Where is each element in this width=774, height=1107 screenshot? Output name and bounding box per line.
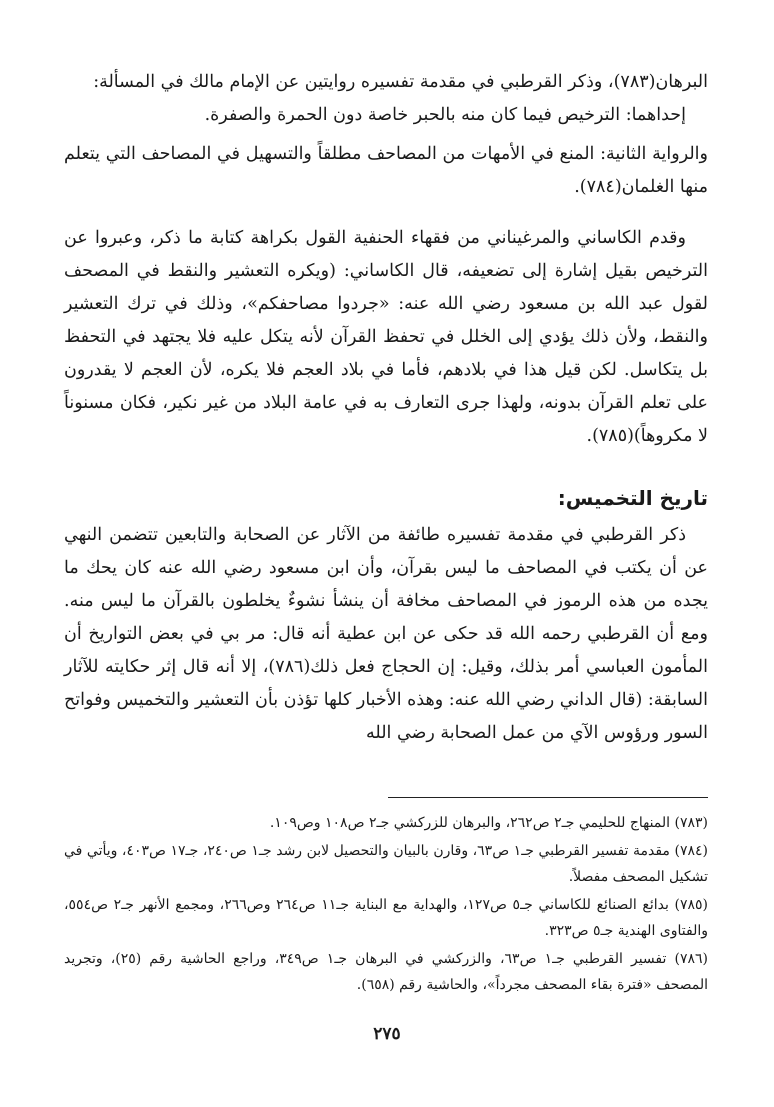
footnote-separator — [388, 797, 708, 798]
paragraph-1: البرهان(٧٨٣)، وذكر القرطبي في مقدمة تفسيره روايتين عن الإمام مالك في المسألة: — [93, 72, 708, 92]
paragraph-5: ذكر القرطبي في مقدمة تفسيره طائفة من الآثار عن الصحابة والتابعين تتضمن النهي عن أن يكتب في المصاحف ما ليس بقرآن، وأن ابن مسعود رضي الله عنه كان يحك ما يجده من هذه الرموز في المصاحف مخافة أن ينشأ نشوءٌ يخلطون بالقرآن ما ليس منه. ومع أن القرطبي رحمه الله قد حكى عن ابن عطية أنه قال: مر بي في بعض التواريخ أن المأمون العباسي أمر بذلك، وقيل: إن الحجاج فعل ذلك(٧٨٦)، إلا أنه قال إثر حكايته للآثار السابقة: (قال الداني رضي الله عنه: وهذه الأخبار كلها تؤذن بأن التعشير والتخميس وفواتح السور ورؤوس الآي من عمل الصحابة رضي الله — [64, 525, 708, 743]
main-text — [64, 66, 708, 750]
paragraph-3: والرواية الثانية: المنع في الأمهات من المصاحف مطلقاً والتسهيل في المصاحف التي يتعلم منها الغلمان(٧٨٤). — [64, 144, 708, 197]
page-number: ٢٧٥ — [373, 1024, 401, 1044]
footnote-785: (٧٨٥) بدائع الصنائع للكاساني جـ٥ ص١٢٧، والهداية مع البناية جـ١١ ص٢٦٤ وص٢٦٦، ومجمع الأنهر جـ٢ ص٥٥٤، والفتاوى الهندية جـ٥ ص٣٢٣. — [64, 897, 708, 939]
paragraph-4: وقدم الكاساني والمرغيناني من فقهاء الحنفية القول بكراهة كتابة ما ذكر، وعبروا عن الترخيص بقيل إشارة إلى تضعيفه، قال الكاساني: (ويكره التعشير والنقط في المصحف لقول عبد الله بن مسعود رضي الله عنه: «جردوا مصاحفكم»، وذلك في ترك التعشير والنقط، ولأن ذلك يؤدي إلى الخلل في تحفظ القرآن لأنه يتكل عليه فلا يجتهد في التحفظ بل يتكاسل. لكن قيل هذا في بلادهم، فأما في بلاد العجم فلا يكره، لأن العجم لا يقدرون على تعلم القرآن بدونه، ولهذا جرى التعارف به في عامة البلاد من غير نكير، فكان مسنوناً لا مكروهاً)(٧٨٥). — [64, 228, 708, 446]
footnote-783: (٧٨٣) المنهاج للحليمي جـ٢ ص٢٦٢، والبرهان للزركشي جـ٢ ص١٠٨ وص١٠٩. — [269, 815, 708, 831]
paragraph-2: إحداهما: الترخيص فيما كان منه بالحبر خاصة دون الحمرة والصفرة. — [204, 105, 686, 125]
footnote-786: (٧٨٦) تفسير القرطبي جـ١ ص٦٣، والزركشي في البرهان جـ١ ص٣٤٩، وراجع الحاشية رقم (٢٥)، وتجريد المصحف «فترة بقاء المصحف مجرداً»، والحاشية رقم (٦٥٨). — [64, 951, 708, 993]
section-heading: تاريخ التخميس: — [557, 486, 708, 510]
footnote-784: (٧٨٤) مقدمة تفسير القرطبي جـ١ ص٦٣، وقارن بالبيان والتحصيل لابن رشد جـ١ ص٢٤٠، جـ١٧ ص٤٠٣، ويأتي في تشكيل المصحف مفصلاً. — [64, 843, 708, 885]
footnotes — [64, 810, 708, 1000]
